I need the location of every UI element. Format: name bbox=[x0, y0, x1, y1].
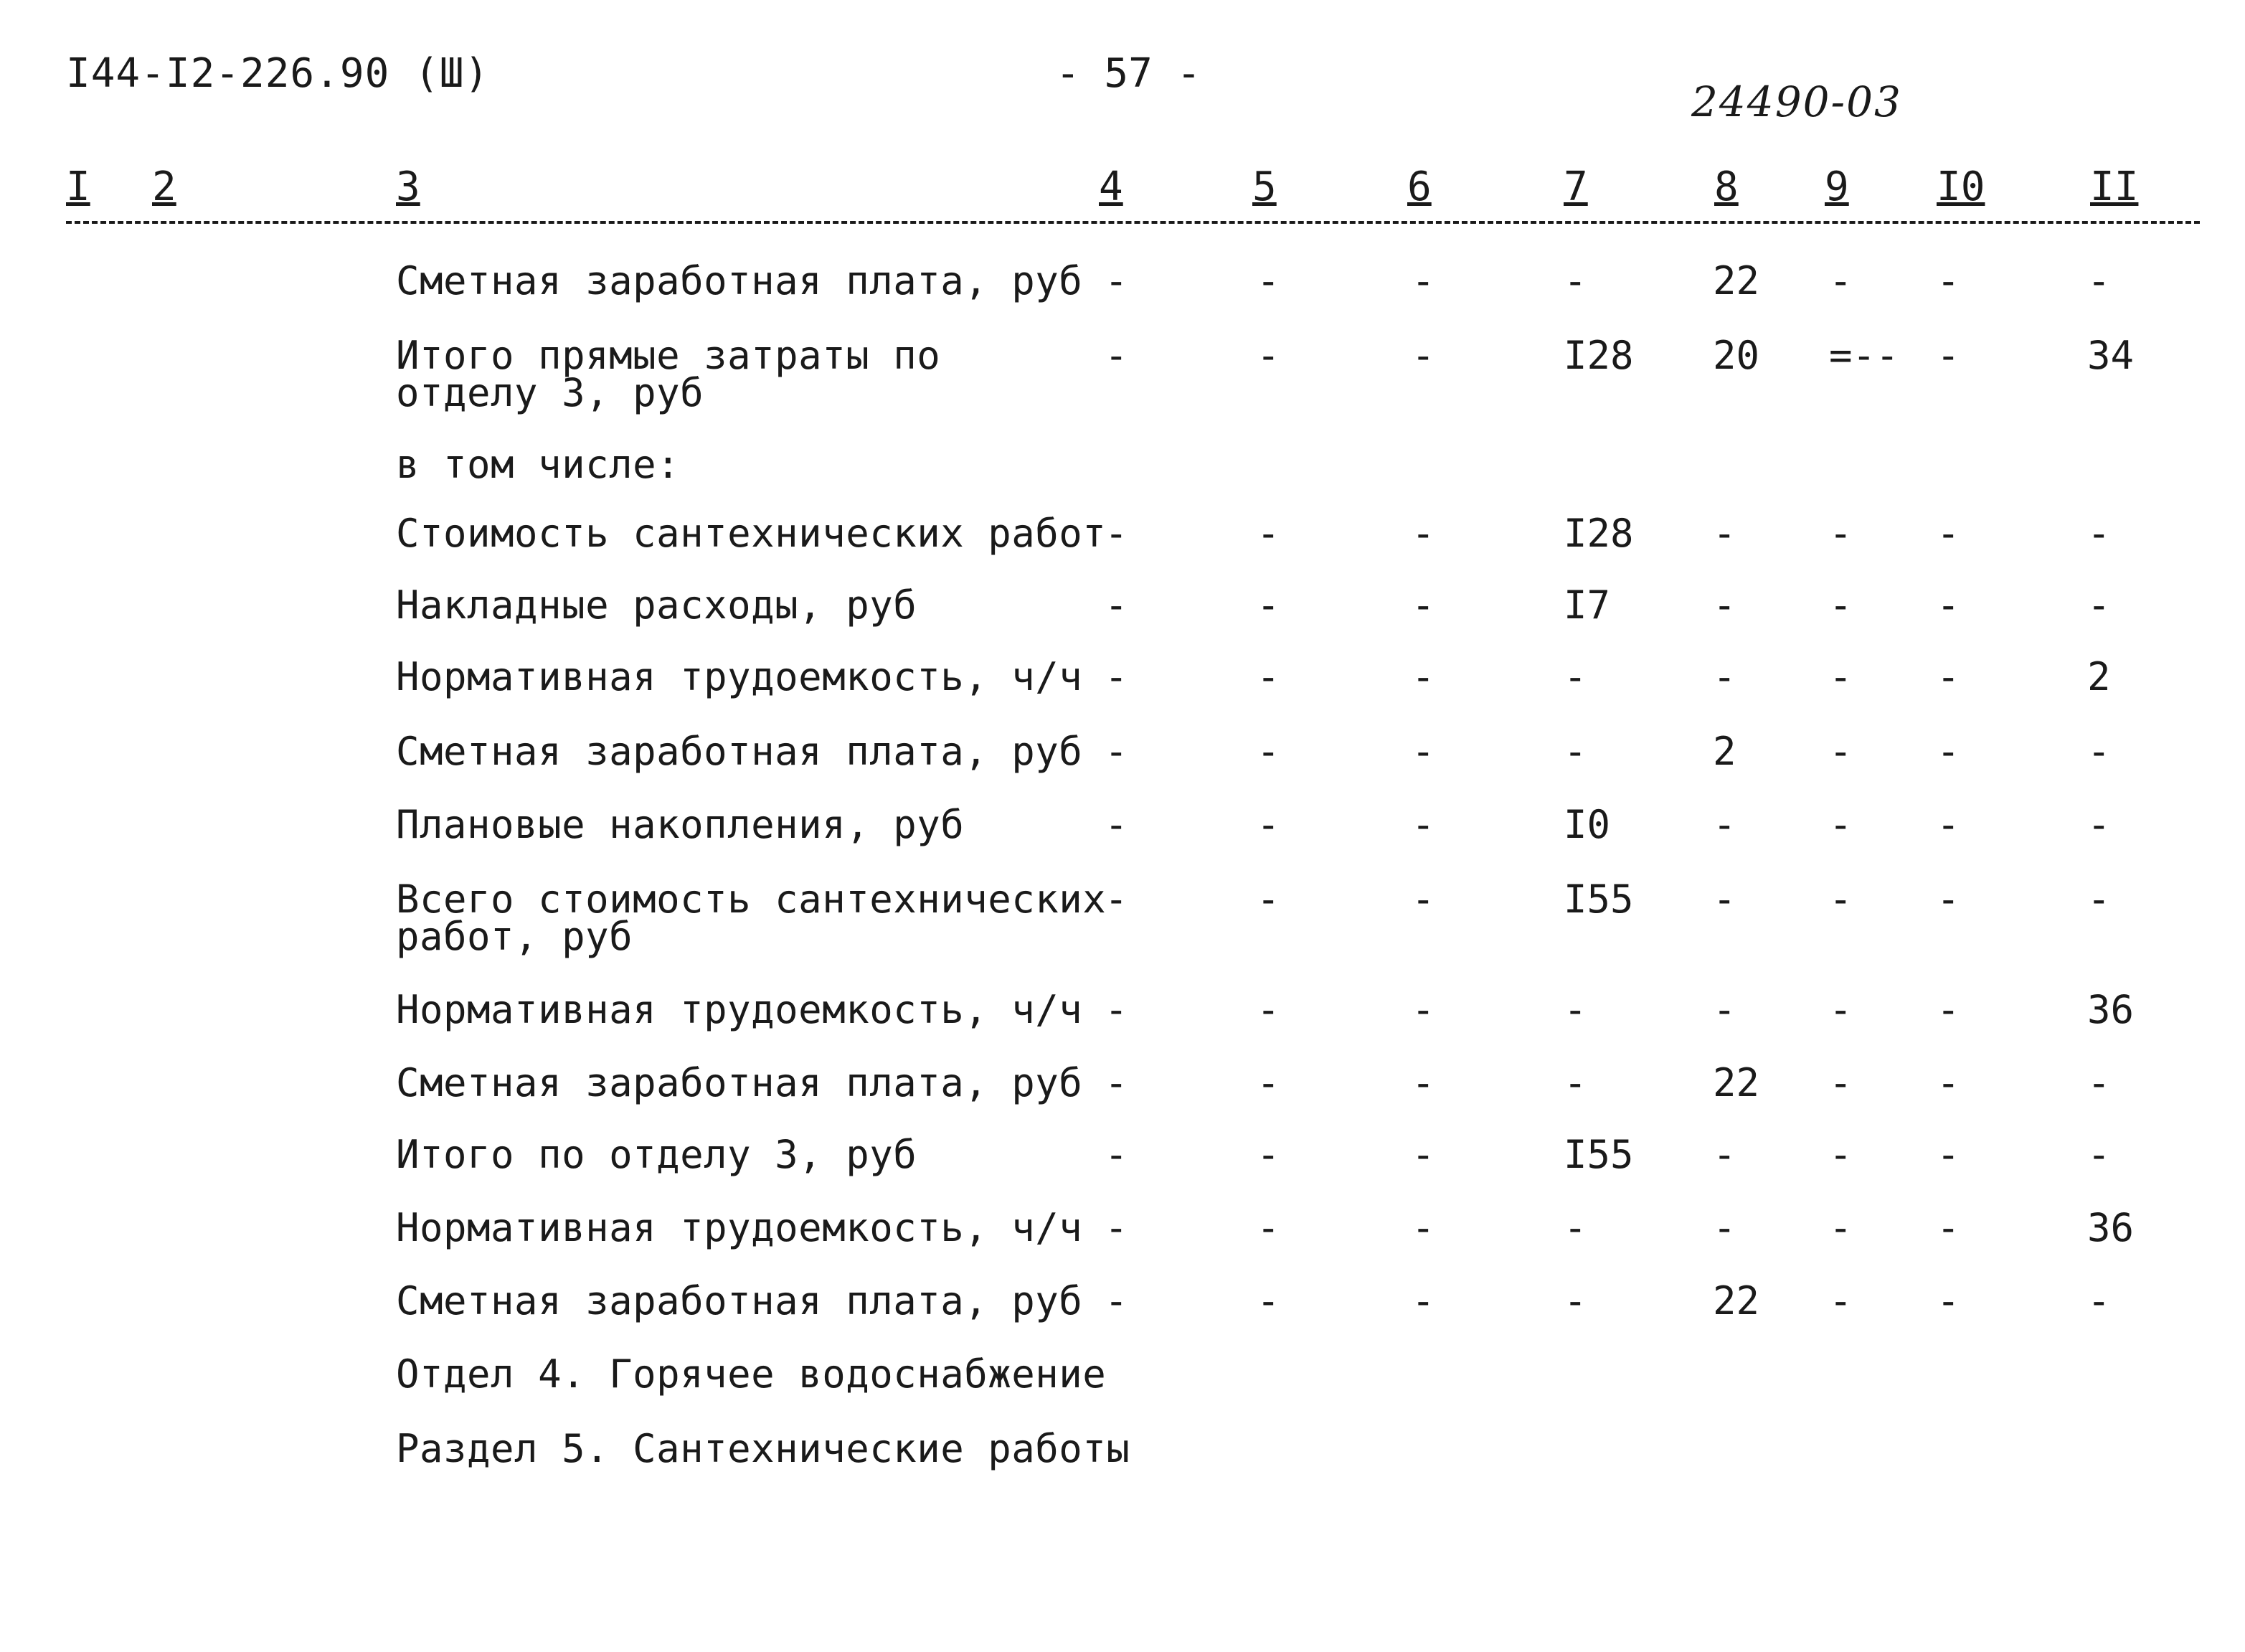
table-cell: I55 bbox=[1564, 877, 1634, 922]
row-label: Всего стоимость сантехнических работ, руб bbox=[396, 877, 1107, 959]
table-cell: - bbox=[1713, 511, 1736, 556]
table-cell: - bbox=[1713, 582, 1736, 628]
table-cell: - bbox=[1412, 987, 1435, 1032]
row-label: Сметная заработная плата, руб bbox=[396, 1060, 1083, 1105]
table-cell: - bbox=[1105, 1278, 1128, 1323]
table-cell: 22 bbox=[1713, 1278, 1760, 1323]
table-cell: I28 bbox=[1564, 333, 1634, 378]
table-cell: - bbox=[1829, 877, 1853, 922]
row-label: в том числе: bbox=[396, 442, 681, 487]
row-label: Сметная заработная плата, руб bbox=[396, 258, 1083, 303]
table-cell: - bbox=[1564, 1278, 1587, 1323]
table-cell: 20 bbox=[1713, 333, 1760, 378]
table-cell: - bbox=[1412, 1060, 1435, 1105]
row-label: Сметная заработная плата, руб bbox=[396, 1278, 1083, 1323]
row-label: Сметная заработная плата, руб bbox=[396, 729, 1083, 774]
table-cell: - bbox=[1829, 1205, 1853, 1250]
table-cell: - bbox=[1829, 802, 1853, 847]
table-cell: - bbox=[1105, 987, 1128, 1032]
row-label: Нормативная трудоемкость, ч/ч bbox=[396, 654, 1083, 699]
table-cell: - bbox=[2087, 877, 2111, 922]
row-label: Накладные расходы, руб bbox=[396, 582, 917, 628]
document-code: I44-I2-226.90 (Ш) bbox=[66, 50, 490, 97]
table-cell: =-- bbox=[1829, 333, 1899, 378]
table-cell: - bbox=[1937, 511, 1960, 556]
column-number: I bbox=[66, 164, 90, 210]
table-cell: - bbox=[2087, 258, 2111, 303]
table-cell: - bbox=[1412, 1132, 1435, 1177]
table-cell: - bbox=[1564, 987, 1587, 1032]
table-cell: - bbox=[1257, 802, 1280, 847]
table-cell: - bbox=[2087, 582, 2111, 628]
table-cell: - bbox=[1412, 1278, 1435, 1323]
table-cell: - bbox=[1412, 654, 1435, 699]
table-cell: - bbox=[1937, 1205, 1960, 1250]
table-cell: I28 bbox=[1564, 511, 1634, 556]
table-cell: - bbox=[1412, 802, 1435, 847]
album-number: 24490-03 bbox=[1691, 77, 1902, 126]
table-cell: - bbox=[1257, 1278, 1280, 1323]
table-cell: - bbox=[1829, 654, 1853, 699]
column-number: 2 bbox=[152, 164, 176, 210]
table-cell: - bbox=[1829, 582, 1853, 628]
table-cell: - bbox=[1564, 258, 1587, 303]
column-number: 3 bbox=[396, 164, 420, 210]
table-cell: - bbox=[1257, 987, 1280, 1032]
table-cell: - bbox=[1937, 258, 1960, 303]
table-cell: - bbox=[1564, 654, 1587, 699]
table-cell: - bbox=[1829, 1132, 1853, 1177]
table-cell: - bbox=[1713, 654, 1736, 699]
table-cell: - bbox=[1105, 333, 1128, 378]
table-cell: - bbox=[1257, 1060, 1280, 1105]
table-cell: - bbox=[1937, 877, 1960, 922]
row-label: Стоимость сантехнических работ bbox=[396, 511, 1107, 556]
table-cell: - bbox=[1412, 258, 1435, 303]
table-cell: - bbox=[1937, 582, 1960, 628]
table-cell: - bbox=[2087, 1060, 2111, 1105]
table-cell: I0 bbox=[1564, 802, 1611, 847]
table-cell: - bbox=[1937, 1060, 1960, 1105]
table-cell: - bbox=[1713, 1132, 1736, 1177]
table-cell: - bbox=[2087, 729, 2111, 774]
table-cell: - bbox=[1257, 333, 1280, 378]
table-cell: 22 bbox=[1713, 258, 1760, 303]
table-cell: - bbox=[1257, 582, 1280, 628]
table-cell: - bbox=[1829, 729, 1853, 774]
table-cell: - bbox=[1257, 877, 1280, 922]
table-cell: - bbox=[1412, 729, 1435, 774]
table-cell: I55 bbox=[1564, 1132, 1634, 1177]
table-cell: - bbox=[1937, 802, 1960, 847]
row-label: Итого по отделу 3, руб bbox=[396, 1132, 917, 1177]
table-cell: I7 bbox=[1564, 582, 1611, 628]
table-cell: - bbox=[1564, 1060, 1587, 1105]
table-cell: - bbox=[1829, 511, 1853, 556]
table-cell: - bbox=[1829, 987, 1853, 1032]
table-cell: - bbox=[1257, 511, 1280, 556]
table-cell: - bbox=[1105, 258, 1128, 303]
table-cell: - bbox=[2087, 1132, 2111, 1177]
row-label: Нормативная трудоемкость, ч/ч bbox=[396, 987, 1083, 1032]
table-cell: - bbox=[1412, 1205, 1435, 1250]
table-cell: - bbox=[1937, 654, 1960, 699]
row-label: Плановые накопления, руб bbox=[396, 802, 965, 847]
table-cell: - bbox=[1105, 877, 1128, 922]
table-cell: 36 bbox=[2087, 987, 2135, 1032]
table-cell: - bbox=[1412, 333, 1435, 378]
table-cell: - bbox=[1713, 802, 1736, 847]
column-number: 4 bbox=[1099, 164, 1123, 210]
table-cell: - bbox=[1829, 1060, 1853, 1105]
row-label: Нормативная трудоемкость, ч/ч bbox=[396, 1205, 1083, 1250]
table-cell: - bbox=[1564, 1205, 1587, 1250]
table-cell: - bbox=[1829, 1278, 1853, 1323]
table-cell: 22 bbox=[1713, 1060, 1760, 1105]
table-cell: - bbox=[1937, 729, 1960, 774]
table-cell: - bbox=[1105, 511, 1128, 556]
table-cell: - bbox=[1257, 258, 1280, 303]
table-cell: - bbox=[1105, 1132, 1128, 1177]
column-number: 5 bbox=[1252, 164, 1277, 210]
table-cell: - bbox=[1105, 1205, 1128, 1250]
table-cell: 2 bbox=[2087, 654, 2111, 699]
column-number: 7 bbox=[1564, 164, 1588, 210]
table-cell: - bbox=[2087, 802, 2111, 847]
column-number: 9 bbox=[1825, 164, 1849, 210]
table-cell: - bbox=[1713, 877, 1736, 922]
column-number: 8 bbox=[1714, 164, 1739, 210]
table-cell: - bbox=[1937, 1278, 1960, 1323]
table-cell: 36 bbox=[2087, 1205, 2135, 1250]
table-cell: - bbox=[1105, 654, 1128, 699]
page-number: - 57 - bbox=[1056, 50, 1201, 97]
table-cell: - bbox=[1105, 729, 1128, 774]
table-cell: 2 bbox=[1713, 729, 1736, 774]
column-number: I0 bbox=[1937, 164, 1985, 210]
row-label: Итого прямые затраты по отделу 3, руб bbox=[396, 333, 941, 415]
column-number: II bbox=[2090, 164, 2139, 210]
table-cell: - bbox=[1105, 802, 1128, 847]
table-cell: - bbox=[1105, 582, 1128, 628]
table-cell: - bbox=[1713, 987, 1736, 1032]
row-label: Отдел 4. Горячее водоснабжение bbox=[396, 1351, 1107, 1397]
table-cell: 34 bbox=[2087, 333, 2135, 378]
table-cell: - bbox=[1412, 877, 1435, 922]
table-cell: - bbox=[1937, 1132, 1960, 1177]
table-cell: - bbox=[1564, 729, 1587, 774]
table-cell: - bbox=[1713, 1205, 1736, 1250]
table-cell: - bbox=[1105, 1060, 1128, 1105]
table-cell: - bbox=[1257, 654, 1280, 699]
table-cell: - bbox=[1412, 511, 1435, 556]
table-cell: - bbox=[1937, 987, 1960, 1032]
table-cell: - bbox=[2087, 511, 2111, 556]
table-cell: - bbox=[1412, 582, 1435, 628]
table-cell: - bbox=[1257, 729, 1280, 774]
table-cell: - bbox=[1257, 1132, 1280, 1177]
table-cell: - bbox=[2087, 1278, 2111, 1323]
row-label: Раздел 5. Сантехнические работы bbox=[396, 1426, 1130, 1471]
table-cell: - bbox=[1937, 333, 1960, 378]
table-cell: - bbox=[1257, 1205, 1280, 1250]
table-cell: - bbox=[1829, 258, 1853, 303]
column-number: 6 bbox=[1407, 164, 1432, 210]
